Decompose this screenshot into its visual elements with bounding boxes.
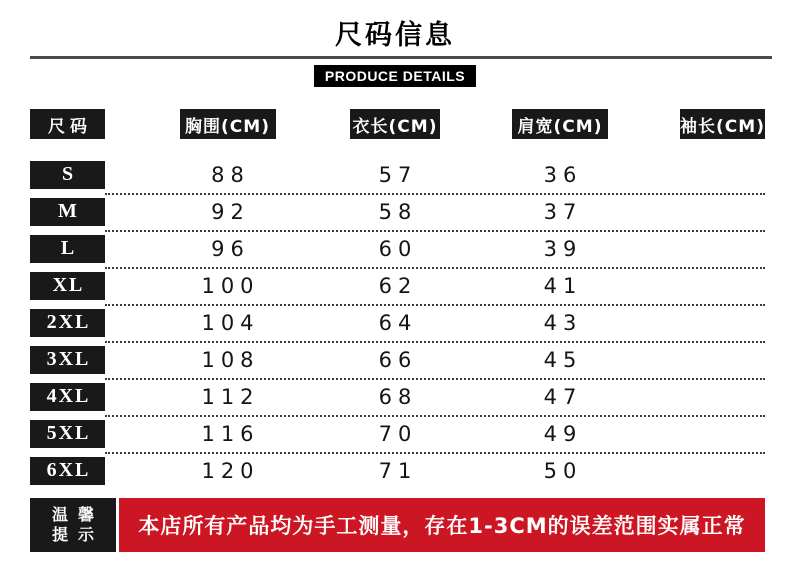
length-value: 66 xyxy=(378,347,418,372)
title-divider xyxy=(30,56,772,59)
page-title: 尺码信息 xyxy=(335,20,455,51)
row-separator xyxy=(105,267,765,269)
size-label: 4XL xyxy=(30,383,105,411)
size-label: 2XL xyxy=(30,309,105,337)
column-header-shoulder: 肩宽(CM) xyxy=(512,109,608,139)
row-separator xyxy=(105,415,765,417)
chest-value: 116 xyxy=(201,421,260,446)
column-header-size: 尺码 xyxy=(30,109,105,139)
shoulder-value: 37 xyxy=(543,199,583,224)
shoulder-value: 43 xyxy=(543,310,583,335)
row-separator xyxy=(105,452,765,454)
shoulder-value: 39 xyxy=(543,236,583,261)
chest-value: 96 xyxy=(211,236,250,261)
size-label: L xyxy=(30,235,105,263)
table-row xyxy=(0,230,790,267)
notice-banner xyxy=(30,498,765,552)
chest-value: 88 xyxy=(211,162,250,187)
row-separator xyxy=(105,304,765,306)
subtitle-wrap xyxy=(0,65,790,87)
length-value: 57 xyxy=(378,162,418,187)
row-separator xyxy=(105,193,765,195)
shoulder-value: 41 xyxy=(543,273,583,298)
shoulder-value: 47 xyxy=(543,384,583,409)
column-header-sleeve: 袖长(CM) xyxy=(680,109,765,139)
notice-label-line1: 温馨 xyxy=(51,504,104,524)
length-value: 62 xyxy=(378,273,418,298)
length-value: 64 xyxy=(378,310,418,335)
shoulder-value: 50 xyxy=(543,458,583,483)
shoulder-value: 36 xyxy=(543,162,583,187)
size-table xyxy=(0,156,790,489)
row-separator xyxy=(105,230,765,232)
size-label: 5XL xyxy=(30,420,105,448)
table-row xyxy=(0,452,790,489)
table-row xyxy=(0,415,790,452)
size-label: M xyxy=(30,198,105,226)
chest-value: 112 xyxy=(201,384,260,409)
length-value: 60 xyxy=(378,236,418,261)
table-header-row xyxy=(0,109,790,139)
chest-value: 104 xyxy=(201,310,260,335)
table-row xyxy=(0,193,790,230)
length-value: 58 xyxy=(378,199,418,224)
row-separator xyxy=(105,378,765,380)
subtitle-badge: PRODUCE DETAILS xyxy=(314,65,476,87)
row-separator xyxy=(105,341,765,343)
notice-label xyxy=(30,498,116,552)
size-label: XL xyxy=(30,272,105,300)
size-label: 6XL xyxy=(30,457,105,485)
notice-label-line2: 提示 xyxy=(51,525,104,544)
shoulder-value: 49 xyxy=(543,421,583,446)
column-header-length: 衣长(CM) xyxy=(350,109,440,139)
notice-message: 本店所有产品均为手工测量，存在1-3CM的误差范围实属正常 xyxy=(119,498,765,552)
chest-value: 100 xyxy=(201,273,260,298)
chest-value: 92 xyxy=(211,199,250,224)
size-label: 3XL xyxy=(30,346,105,374)
table-row xyxy=(0,341,790,378)
chest-value: 108 xyxy=(201,347,260,372)
table-row xyxy=(0,267,790,304)
length-value: 71 xyxy=(378,458,418,483)
length-value: 70 xyxy=(378,421,418,446)
size-label: S xyxy=(30,161,105,189)
length-value: 68 xyxy=(378,384,418,409)
column-header-chest: 胸围(CM) xyxy=(180,109,276,139)
table-row xyxy=(0,304,790,341)
shoulder-value: 45 xyxy=(543,347,583,372)
table-row xyxy=(0,156,790,193)
chest-value: 120 xyxy=(201,458,260,483)
table-row xyxy=(0,378,790,415)
